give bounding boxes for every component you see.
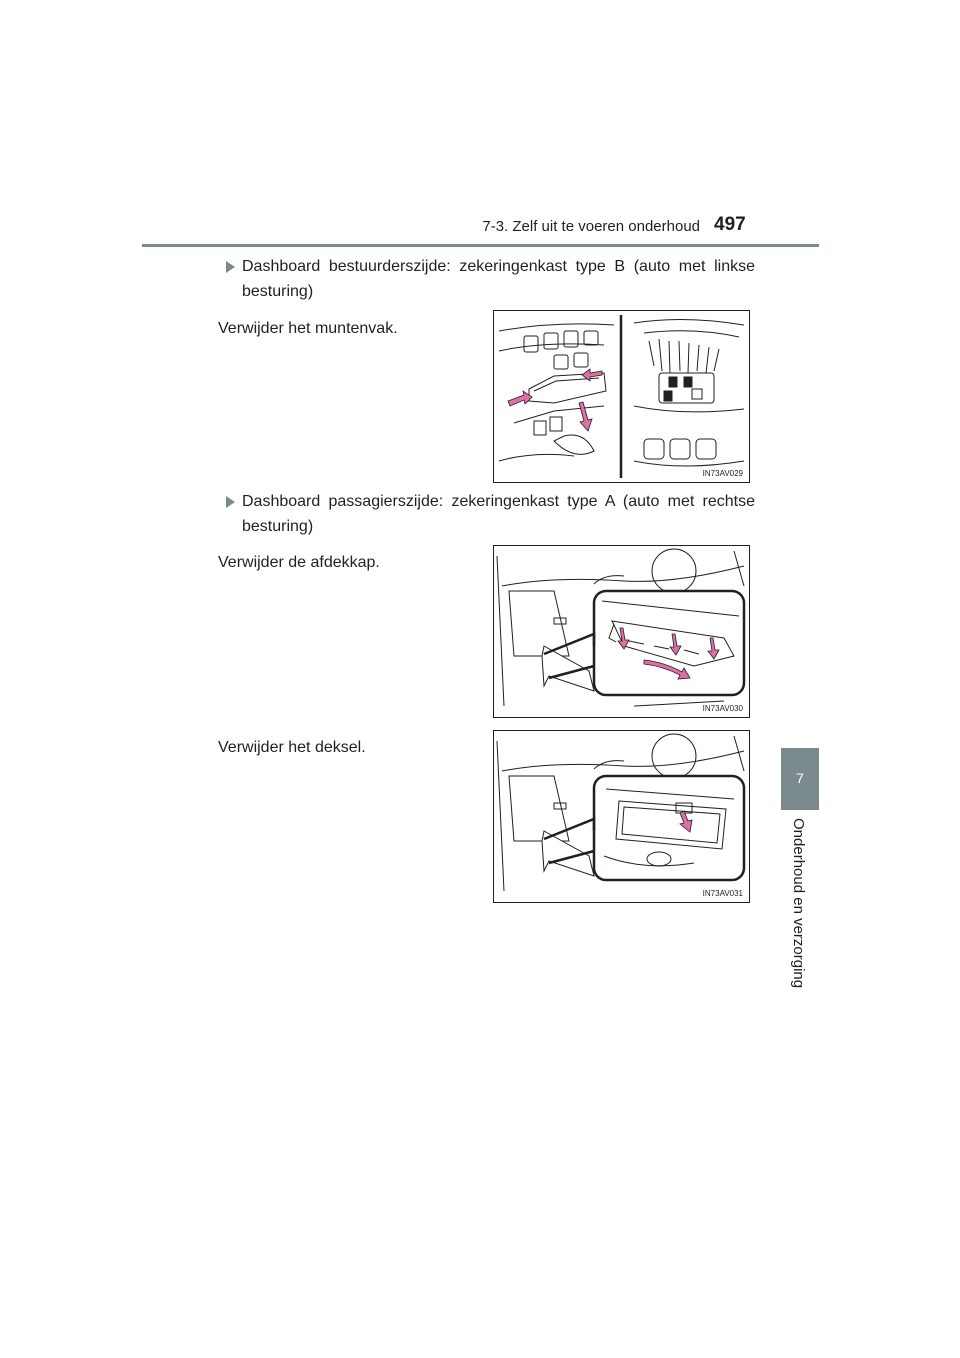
figure-code: IN73AV029 [702,469,743,478]
lid-illustration [494,731,749,902]
figure-code: IN73AV030 [702,704,743,713]
figure-cover-cap [493,545,750,718]
step-remove-coin-tray: Verwijder het muntenvak. [218,320,398,337]
coin-tray-illustration [494,311,749,482]
figure-coin-tray [493,310,750,483]
step-remove-lid: Verwijder het deksel. [218,739,366,756]
bullet-triangle-icon [226,261,235,273]
step-remove-cover-cap: Verwijder de afdekkap. [218,554,380,571]
bullet-driver-side: Dashboard bestuurderszijde: zekeringenkast type B (auto met linkse besturing) [226,254,755,304]
page-number: 497 [714,214,746,235]
chapter-number: 7 [796,770,804,786]
section-title: 7-3. Zelf uit te voeren onderhoud [482,218,700,235]
figure-code: IN73AV031 [702,889,743,898]
bullet-passenger-side: Dashboard passagierszijde: zekeringenkast type A (auto met rechtse besturing) [226,489,755,539]
bullet-triangle-icon [226,496,235,508]
header-rule [142,244,819,247]
chapter-label: Onderhoud en verzorging [790,818,807,989]
cover-cap-illustration [494,546,749,717]
figure-lid [493,730,750,903]
